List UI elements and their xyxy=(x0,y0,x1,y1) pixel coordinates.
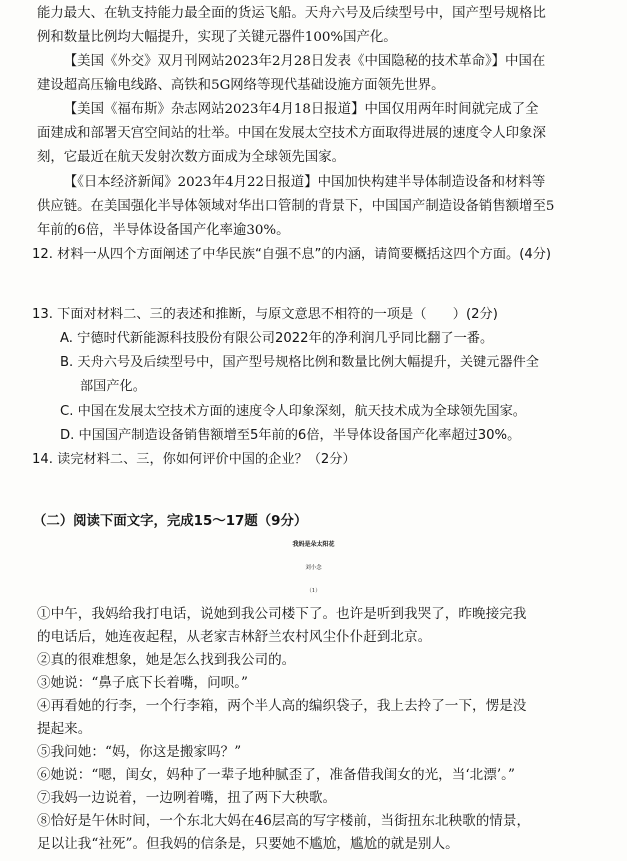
story-paragraph: 足以让我“社死”。但我妈的信条是，只要她不尴尬，尴尬的就是别人。 xyxy=(37,836,459,852)
story-paragraph: 的电话后，她连夜起程，从老家吉林舒兰农村风尘仆仆赶到北京。 xyxy=(37,629,432,645)
quote-line: 年前的6倍，半导体设备国产化率逾30%。 xyxy=(37,223,290,238)
quote-line: 【美国《外交》双月刊网站2023年2月28日发表《中国隐秘的技术革命》】中国在 xyxy=(63,54,546,69)
story-paragraph: ②真的很难想象，她是怎么找到我公司的。 xyxy=(37,652,296,668)
text-line: 例和数量比例均大幅提升，实现了关键元器件100%国产化。 xyxy=(37,30,397,45)
section-header: （二）阅读下面文字，完成15～17题（9分） xyxy=(33,514,308,529)
question-13-stem: 13. 下面对材料二、三的表述和推断，与原文意思不相符的一项是（ ）(2分) xyxy=(32,307,498,322)
story-title: 我妈是朵太阳花 xyxy=(292,541,335,548)
story-paragraph: ③她说：“鼻子底下长着嘴，问呗。” xyxy=(37,675,249,691)
story-paragraph: 提起来。 xyxy=(37,721,92,737)
quote-line: 面建成和部署天宫空间站的壮举。中国在发展太空技术方面取得进展的速度令人印象深 xyxy=(37,126,546,141)
story-paragraph xyxy=(37,857,104,861)
text-line: 能力最大、在轨支持能力最全面的货运飞船。天舟六号及后续型号中，国产型号规格比 xyxy=(37,6,546,21)
story-paragraph: ⑧恰好是午休时间，一个东北大妈在46层高的写字楼前，当街扭东北秧歌的情景， xyxy=(37,813,531,829)
option-a: A. 宁德时代新能源科技股份有限公司2022年的净利润几乎同比翻了一番。 xyxy=(60,331,494,346)
quote-line: 【美国《福布斯》杂志网站2023年4月18日报道】中国仅用两年时间就完成了全 xyxy=(63,102,539,117)
quote-line: 建设超高压输电线路、高铁和5G网络等现代基础设施方面领先世界。 xyxy=(37,78,445,93)
story-paragraph: ⑥她说：“嗯，闺女，妈种了一辈子地种腻歪了，准备借我闺女的光，当‘北漂’。” xyxy=(37,767,515,783)
story-paragraph: ⑦我妈一边说着，一边咧着嘴，扭了两下大秧歌。 xyxy=(37,790,337,806)
story-author: 刘小念 xyxy=(305,565,322,571)
question-14: 14. 读完材料二、三，你如何评价中国的企业？（2分） xyxy=(32,452,356,467)
quote-line: 刻，它最近在航天发射次数方面成为全球领先国家。 xyxy=(37,150,345,165)
option-b-continued: 部国产化。 xyxy=(80,379,146,394)
story-paragraph: ①中午，我妈给我打电话，说她到我公司楼下了。也许是听到我哭了，昨晚接完我 xyxy=(37,606,527,622)
quote-line: 【《日本经济新闻》2023年4月22日报道】中国加快构建半导体制造设备和材料等 xyxy=(63,175,546,190)
option-c: C. 中国在发展太空技术方面的速度令人印象深刻，航天技术成为全球领先国家。 xyxy=(60,404,526,419)
part-number: （1） xyxy=(306,588,321,594)
option-d: D. 中国国产制造设备销售额增至5年前的6倍，半导体设备国产化率超过30%。 xyxy=(60,428,521,443)
story-paragraph: ④再看她的行李，一个行李箱，两个半人高的编织袋子，我上去拎了一下，愣是没 xyxy=(37,698,527,714)
question-12: 12. 材料一从四个方面阐述了中华民族“自强不息”的内涵，请简要概括这四个方面。(4分) xyxy=(32,247,552,262)
quote-line: 供应链。在美国强化半导体领域对华出口管制的背景下，中国国产制造设备销售额增至5 xyxy=(37,199,555,214)
option-b: B. 天舟六号及后续型号中，国产型号规格比例和数量比例大幅提升，关键元器件全 xyxy=(60,355,539,370)
story-paragraph: ⑤我问她：“妈，你这是搬家吗？” xyxy=(37,744,242,760)
